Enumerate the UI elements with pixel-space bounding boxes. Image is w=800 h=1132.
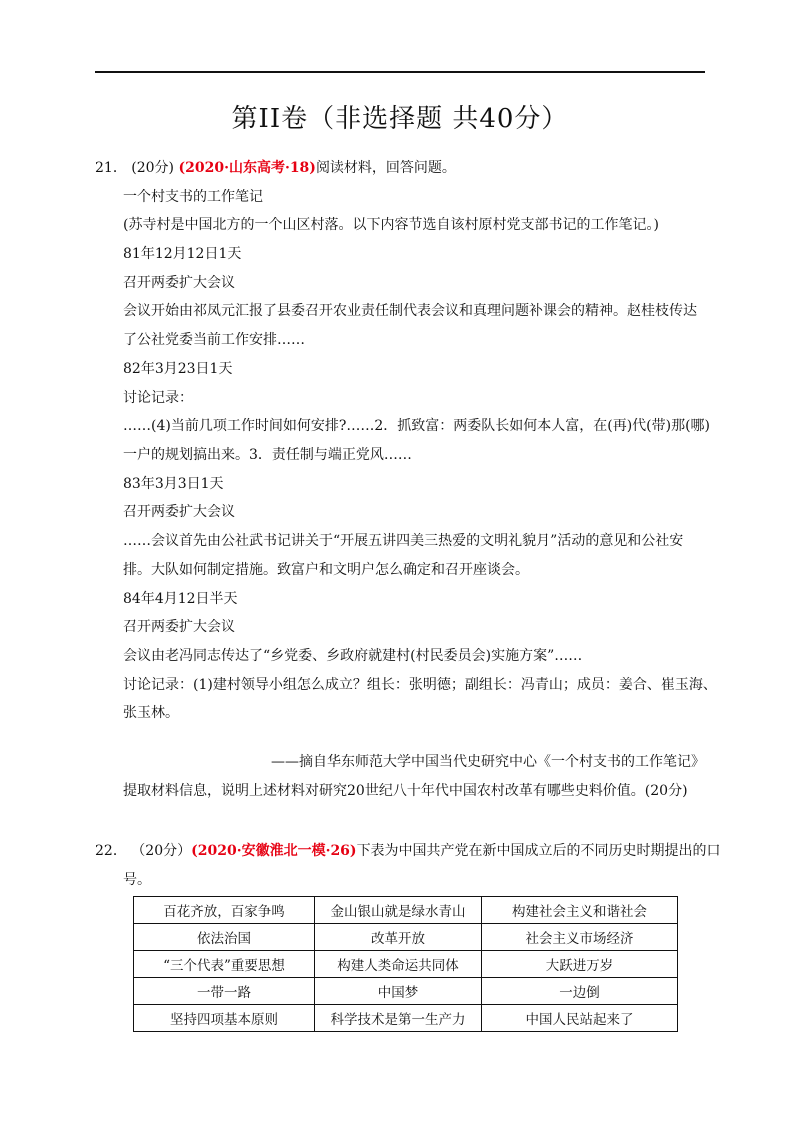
q21-line: 一个村支书的工作笔记 <box>123 189 263 205</box>
q21-line: ……会议首先由公社武书记讲关于“开展五讲四美三热爱的文明礼貌月”活动的意见和公社安 <box>123 533 684 549</box>
q21-line: 张玉林。 <box>123 705 179 721</box>
table-row <box>134 951 678 978</box>
q21-line: 一户的规划搞出来。3．责任制与端正党风…… <box>123 447 412 463</box>
table-cell: 一带一路 <box>134 978 315 1005</box>
q21-line: 84年4月12日半天 <box>123 591 238 607</box>
q22-header <box>95 841 721 861</box>
q21-source: (2020·山东高考·18) <box>178 160 316 176</box>
table-cell: 构建社会主义和谐社会 <box>482 897 678 924</box>
table-cell: 中国梦 <box>315 978 482 1005</box>
q21-number: 21． <box>95 160 127 176</box>
table-cell: 百花齐放，百家争鸣 <box>134 897 315 924</box>
table-cell: 中国人民站起来了 <box>482 1005 678 1032</box>
q21-citation: ——摘自华东师范大学中国当代史研究中心《一个村支书的工作笔记》 <box>271 754 705 770</box>
top-rule <box>95 71 705 73</box>
table-cell: 金山银山就是绿水青山 <box>315 897 482 924</box>
q21-score: (20分) <box>131 160 175 176</box>
table-cell: 大跃进万岁 <box>482 951 678 978</box>
table-row <box>134 924 678 951</box>
table-row <box>134 978 678 1005</box>
q21-question: 提取材料信息，说明上述材料对研究20世纪八十年代中国农村改革有哪些史料价值。(20分) <box>123 783 688 799</box>
table-row <box>134 897 678 924</box>
q22-text: 下表为中国共产党在新中国成立后的不同历史时期提出的口 <box>356 843 721 859</box>
q21-line: 会议由老冯同志传达了“乡党委、乡政府就建村(村民委员会)实施方案”…… <box>123 648 583 664</box>
q21-instruction: 阅读材料，回答问题。 <box>315 160 456 176</box>
slogan-table <box>133 896 678 1032</box>
q21-line: 排。大队如何制定措施。致富户和文明户怎么确定和召开座谈会。 <box>123 562 529 578</box>
q21-line: 了公社党委当前工作安排…… <box>123 332 305 348</box>
table-cell: “三个代表”重要思想 <box>134 951 315 978</box>
q21-line: 会议开始由祁凤元汇报了县委召开农业责任制代表会议和真理问题补课会的精神。赵桂枝传达 <box>123 303 697 319</box>
q21-line: 召开两委扩大会议 <box>123 619 235 635</box>
table-cell: 构建人类命运共同体 <box>315 951 482 978</box>
table-cell: 依法治国 <box>134 924 315 951</box>
section-title: 第II卷（非选择题 共40分） <box>231 104 569 134</box>
q22-score: （20分） <box>131 843 192 859</box>
table-cell: 社会主义市场经济 <box>482 924 678 951</box>
q21-line: 召开两委扩大会议 <box>123 504 235 520</box>
q21-line: (苏寺村是中国北方的一个山区村落。以下内容节选自该村原村党支部书记的工作笔记。) <box>123 217 659 233</box>
q22-number: 22． <box>95 843 127 859</box>
q21-line: 82年3月23日1天 <box>123 361 233 377</box>
q22-text-continued: 号。 <box>123 872 151 888</box>
q21-line: 讨论记录：(1)建村领导小组怎么成立？组长：张明德；副组长：冯青山；成员：姜合、崔玉海、 <box>123 677 717 693</box>
q21-line: 召开两委扩大会议 <box>123 275 235 291</box>
table-row <box>134 1005 678 1032</box>
table-cell: 一边倒 <box>482 978 678 1005</box>
table-cell: 坚持四项基本原则 <box>134 1005 315 1032</box>
q21-line: 83年3月3日1天 <box>123 476 224 492</box>
table-cell: 改革开放 <box>315 924 482 951</box>
q21-line: 讨论记录： <box>123 390 193 406</box>
q21-line: ……(4)当前几项工作时间如何安排?……2．抓致富：两委队长如何本人富，在(再)代(带)那(哪) <box>123 418 711 434</box>
q21-header <box>95 158 456 178</box>
q21-line: 81年12月12日1天 <box>123 246 242 262</box>
table-cell: 科学技术是第一生产力 <box>315 1005 482 1032</box>
q22-source: (2020·安徽淮北一模·26) <box>191 843 357 859</box>
